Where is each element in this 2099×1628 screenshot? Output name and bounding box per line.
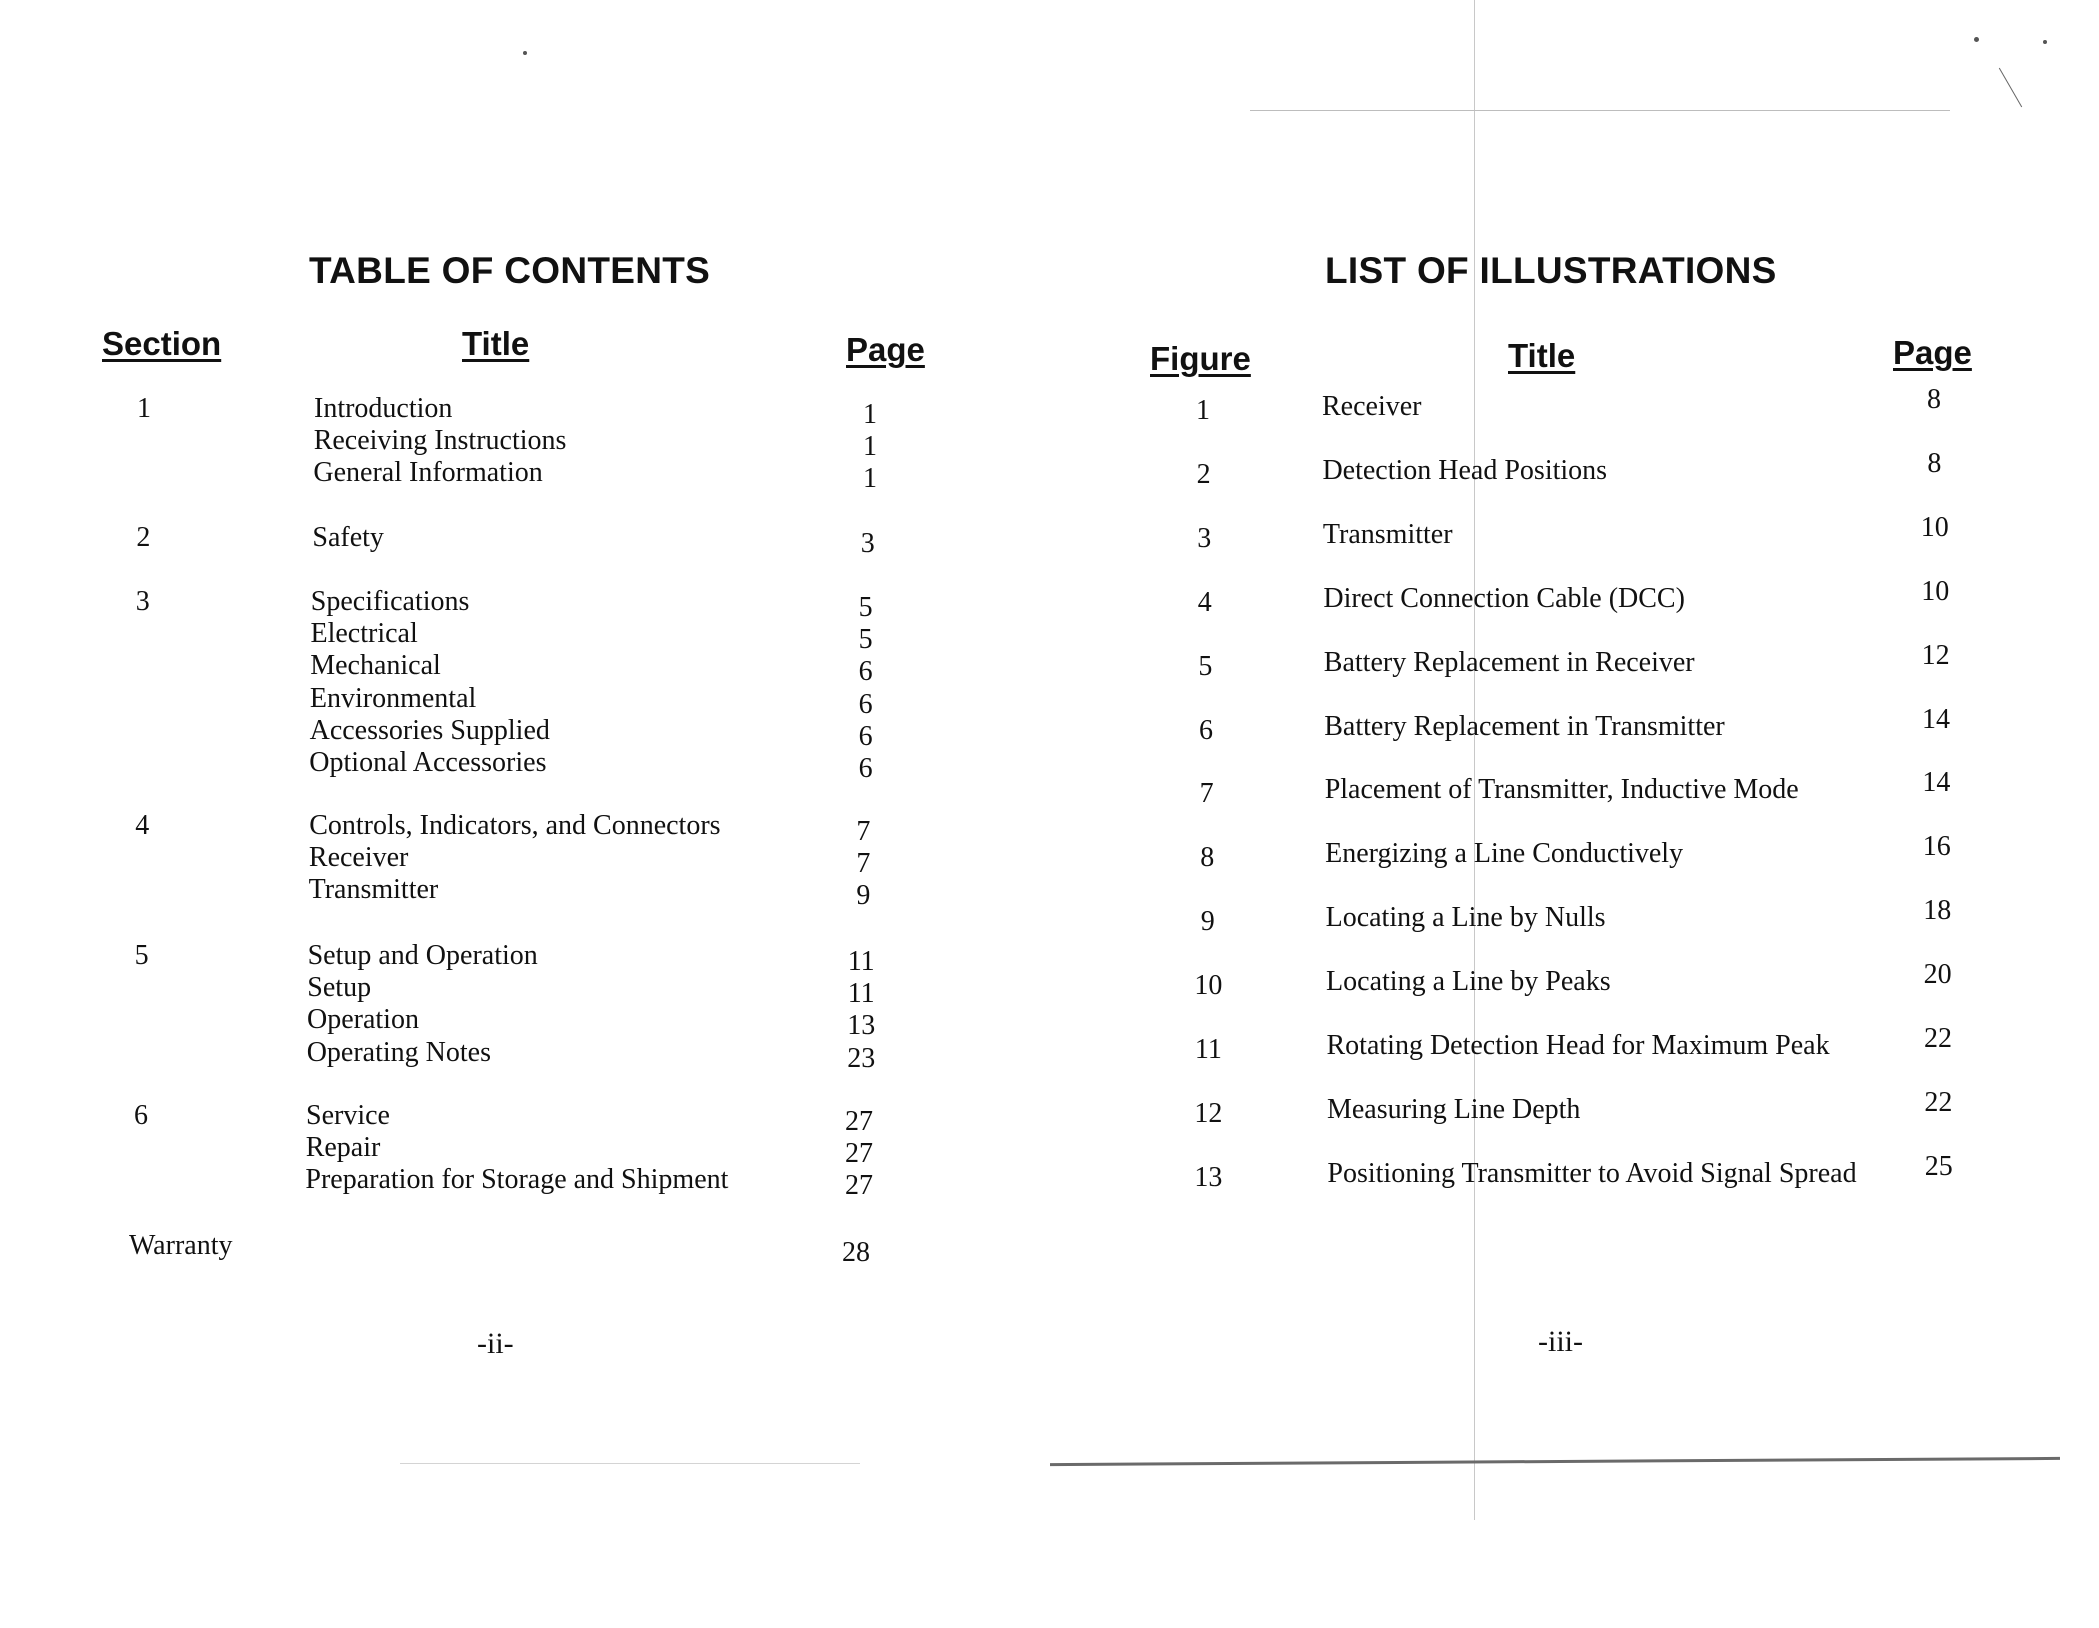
- figure-number: 8: [1200, 842, 1215, 874]
- page-title: TABLE OF CONTENTS: [309, 250, 711, 291]
- toc-entry-page: 1: [863, 399, 877, 430]
- toc-entry-page: 1: [863, 431, 877, 463]
- speck: [523, 51, 527, 55]
- figure-number: 12: [1194, 1097, 1223, 1129]
- figure-page: 10: [1921, 575, 1950, 607]
- section-number: 2: [136, 522, 151, 553]
- title-column-header: Title: [462, 325, 530, 362]
- figure-title: Locating a Line by Peaks: [1326, 966, 1611, 998]
- toc-entry-title: Receiver: [308, 842, 409, 874]
- section-number: 3: [135, 586, 150, 617]
- figure-page: 8: [1927, 384, 1941, 415]
- toc-entry-title: Operation: [307, 1004, 419, 1036]
- speck: [2043, 40, 2047, 44]
- toc-entry-title: Introduction: [314, 393, 453, 424]
- toc-entry-page: 13: [847, 1010, 876, 1042]
- toc-entry-page: 1: [863, 463, 877, 495]
- page-column-header: Page: [1893, 334, 1972, 371]
- toc-entry-page: 5: [858, 624, 873, 656]
- toc-entry-page: 3: [860, 528, 875, 559]
- figure-page: 14: [1922, 767, 1951, 799]
- figure-page: 14: [1922, 703, 1950, 735]
- figure-number: 5: [1198, 650, 1213, 682]
- figure-title: Battery Replacement in Transmitter: [1324, 710, 1725, 742]
- toc-entry-title: Receiving Instructions: [313, 425, 567, 457]
- figure-page: 20: [1923, 959, 1952, 991]
- toc-entry-page: 27: [845, 1106, 873, 1137]
- toc-entry-page: 7: [856, 848, 871, 880]
- toc-entry-page: 9: [856, 880, 871, 912]
- title-column-header: Title: [1508, 337, 1576, 374]
- figure-page: 10: [1920, 511, 1949, 543]
- figure-title: Detection Head Positions: [1322, 454, 1608, 486]
- page-title: LIST OF ILLUSTRATIONS: [1325, 250, 1777, 291]
- toc-entry-page: 27: [845, 1170, 873, 1202]
- figure-title: Rotating Detection Head for Maximum Peak: [1326, 1030, 1830, 1061]
- warranty-page: 28: [842, 1237, 870, 1268]
- toc-entry-title: Controls, Indicators, and Connectors: [309, 810, 721, 841]
- figure-number: 6: [1199, 714, 1213, 746]
- figure-title: Energizing a Line Conductively: [1325, 838, 1684, 870]
- toc-entry-title: Accessories Supplied: [309, 714, 550, 746]
- figure-number: 13: [1194, 1161, 1223, 1193]
- toc-entry-page: 6: [858, 720, 873, 752]
- figure-page: 22: [1924, 1086, 1953, 1118]
- figure-page: 8: [1927, 447, 1942, 479]
- page-fold-line: [1474, 0, 1475, 1520]
- figure-title: Battery Replacement in Receiver: [1323, 646, 1695, 678]
- figure-number: 4: [1197, 586, 1212, 618]
- figure-page: 12: [1921, 639, 1950, 671]
- page-number-footer: -iii-: [1538, 1325, 1583, 1358]
- page-column-header: Page: [846, 331, 925, 368]
- figure-title: Receiver: [1322, 391, 1422, 422]
- figure-number: 7: [1199, 778, 1214, 810]
- figure-number: 9: [1200, 906, 1215, 938]
- figure-column-header: Figure: [1150, 340, 1251, 377]
- toc-entry-title: Environmental: [309, 682, 477, 714]
- figure-page: 18: [1923, 895, 1952, 927]
- toc-entry-title: Optional Accessories: [309, 747, 547, 778]
- section-number: 5: [134, 940, 149, 971]
- toc-entry-page: 6: [858, 656, 873, 688]
- corner-mark: [1999, 68, 2022, 107]
- speck: [1974, 37, 1979, 42]
- figure-page: 25: [1924, 1150, 1953, 1182]
- top-edge-line: [1250, 110, 1950, 111]
- section-column-header: Section: [102, 325, 222, 362]
- toc-entry-title: Setup: [307, 972, 372, 1004]
- toc-entry-title: Operating Notes: [306, 1036, 491, 1068]
- toc-entry-page: 5: [858, 592, 873, 623]
- figure-number: 2: [1196, 458, 1211, 490]
- toc-entry-title: Setup and Operation: [307, 940, 538, 971]
- figure-number: 1: [1196, 395, 1210, 426]
- toc-entry-page: 6: [858, 753, 873, 784]
- toc-entry-title: Preparation for Storage and Shipment: [305, 1164, 729, 1196]
- toc-entry-page: 11: [847, 946, 875, 977]
- figure-title: Direct Connection Cable (DCC): [1323, 582, 1685, 614]
- figure-number: 10: [1194, 970, 1223, 1002]
- figure-page: 16: [1922, 831, 1951, 863]
- toc-entry-page: 27: [845, 1138, 873, 1170]
- figure-number: 11: [1194, 1034, 1222, 1065]
- figure-title: Locating a Line by Nulls: [1325, 902, 1606, 934]
- toc-entry-page: 11: [847, 978, 875, 1010]
- toc-entry-title: Electrical: [310, 618, 418, 650]
- toc-entry-title: Specifications: [310, 586, 470, 617]
- toc-entry-page: 23: [847, 1042, 876, 1074]
- toc-entry-page: 6: [858, 688, 873, 720]
- figure-title: Transmitter: [1322, 518, 1453, 550]
- toc-entry-title: Service: [306, 1100, 390, 1131]
- toc-entry-title: General Information: [313, 457, 543, 489]
- bottom-edge-line: [1050, 1457, 2060, 1466]
- left-bottom-dots: [400, 1463, 860, 1464]
- toc-entry-title: Mechanical: [310, 650, 441, 682]
- figure-title: Positioning Transmitter to Avoid Signal Spread: [1327, 1157, 1857, 1189]
- figure-number: 3: [1197, 522, 1212, 554]
- figure-title: Placement of Transmitter, Inductive Mode: [1324, 774, 1799, 806]
- section-number: 1: [137, 393, 151, 424]
- toc-entry-title: Repair: [305, 1132, 381, 1164]
- figure-title: Measuring Line Depth: [1326, 1093, 1581, 1125]
- figure-page: 22: [1924, 1023, 1952, 1054]
- page-number-footer: -ii-: [477, 1327, 514, 1360]
- toc-entry-title: Transmitter: [308, 874, 439, 906]
- toc-entry-page: 7: [856, 816, 871, 847]
- toc-entry-title: Safety: [312, 522, 384, 553]
- section-number: 6: [134, 1100, 148, 1131]
- section-number: 4: [135, 810, 150, 841]
- warranty-label: Warranty: [129, 1230, 233, 1261]
